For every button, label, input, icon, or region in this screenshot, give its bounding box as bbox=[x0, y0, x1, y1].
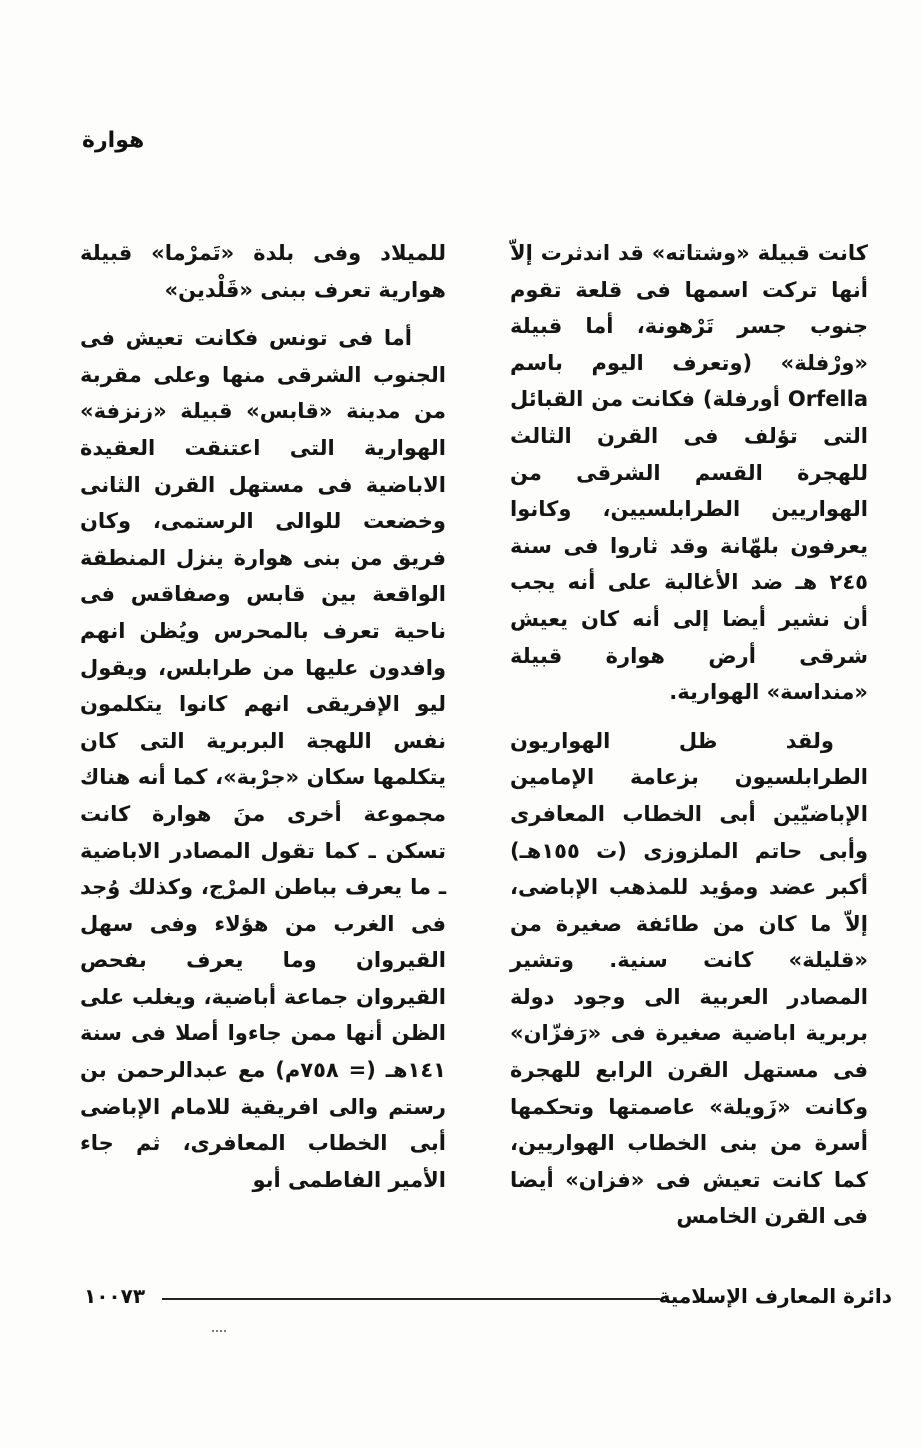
paragraph: للميلاد وفى بلدة «تَمرْما» قبيلة هوارية تعرف ببنى «قَلْدين» bbox=[80, 241, 446, 302]
paragraph: ولقد ظل الهواريون الطرابلسيون بزعامة الإمامين الإباضيّين أبى الخطاب المعافرى وأبى حاتم الملزوزى (ت ١٥٥هـ) أكبر عضد ومؤيد للمذهب الإباضى، إلاّ ما كان من طائفة صغيرة من «قليلة» كانت سنية. وتشير المصادر العربية الى وجود دولة بربرية اباضية صغيرة فى «رَفزّان» فى مستهل القرن الرابع للهجرة وكانت «زَويلة» عاصمتها وتحكمها أسرة من بنى الخطاب الهواريين، كما كانت تعيش فى «فزان» أيضا فى القرن الخامس bbox=[510, 728, 868, 1229]
scan-speck bbox=[212, 1330, 226, 1335]
page-number: ١٠٠٧٣ bbox=[84, 1284, 146, 1308]
paragraph: كانت قبيلة «وشتاته» قد اندثرت إلاّ أنها تركت اسمها فى قلعة تقوم جنوب جسر تَرْهونة، أما قبيلة «ورْفلة» (وتعرف اليوم باسم Orfella أورفلة) فكانت من القبائل التى تؤلف فى القرن الثالث للهجرة القسم الشرقى من الهواريين الطرابلسيين، وكانوا يعرفون بلهّانة وقد ثاروا فى سنة ٢٤٥ هـ ضد الأغالبة على أنه يجب أن نشير أيضا إلى أنه كان يعيش شرقى أرض هوارة قبيلة «منداسة» الهوارية. bbox=[510, 241, 868, 705]
running-title: هوارة bbox=[82, 128, 145, 153]
publication-title: دائرة المعارف الإسلامية bbox=[658, 1284, 892, 1308]
footer-rule bbox=[162, 1298, 660, 1300]
left-column bbox=[80, 235, 446, 1210]
right-column bbox=[510, 235, 868, 1247]
paragraph: أما فى تونس فكانت تعيش فى الجنوب الشرقى منها وعلى مقربة من مدينة «قابس» قبيلة «زنزفة» الهوارية التى اعتنقت العقيدة الاباضية فى مستهل القرن الثانى وخضعت للوالى الرستمى، وكان فريق من بنى هوارة ينزل المنطقة الواقعة بين قابس وصفاقس فى ناحية تعرف بالمحرس ويُظن انهم وافدون عليها من طرابلس، ويقول ليو الإفريقى انهم كانوا يتكلمون نفس اللهجة البربرية التى كان يتكلمها سكان «جرْبة»، كما أنه هناك مجموعة أخرى منَ هوارة كانت تسكن ـ كما تقول المصادر الاباضية ـ ما يعرف بباطن المرْج، وكذلك وُجد فى الغرب من هؤلاء وفى سهل القيروان وما يعرف بفحص القيروان جماعة أباضية، ويغلب على الظن أنها ممن جاءوا أصلا فى سنة ١٤١هـ (= ٧٥٨م) مع عبدالرحمن بن رستم والى افريقية للامام الإباضى أبى الخطاب المعافرى، ثم جاء الأمير الفاطمى أبو bbox=[80, 326, 446, 1192]
page-footer bbox=[84, 1284, 892, 1312]
